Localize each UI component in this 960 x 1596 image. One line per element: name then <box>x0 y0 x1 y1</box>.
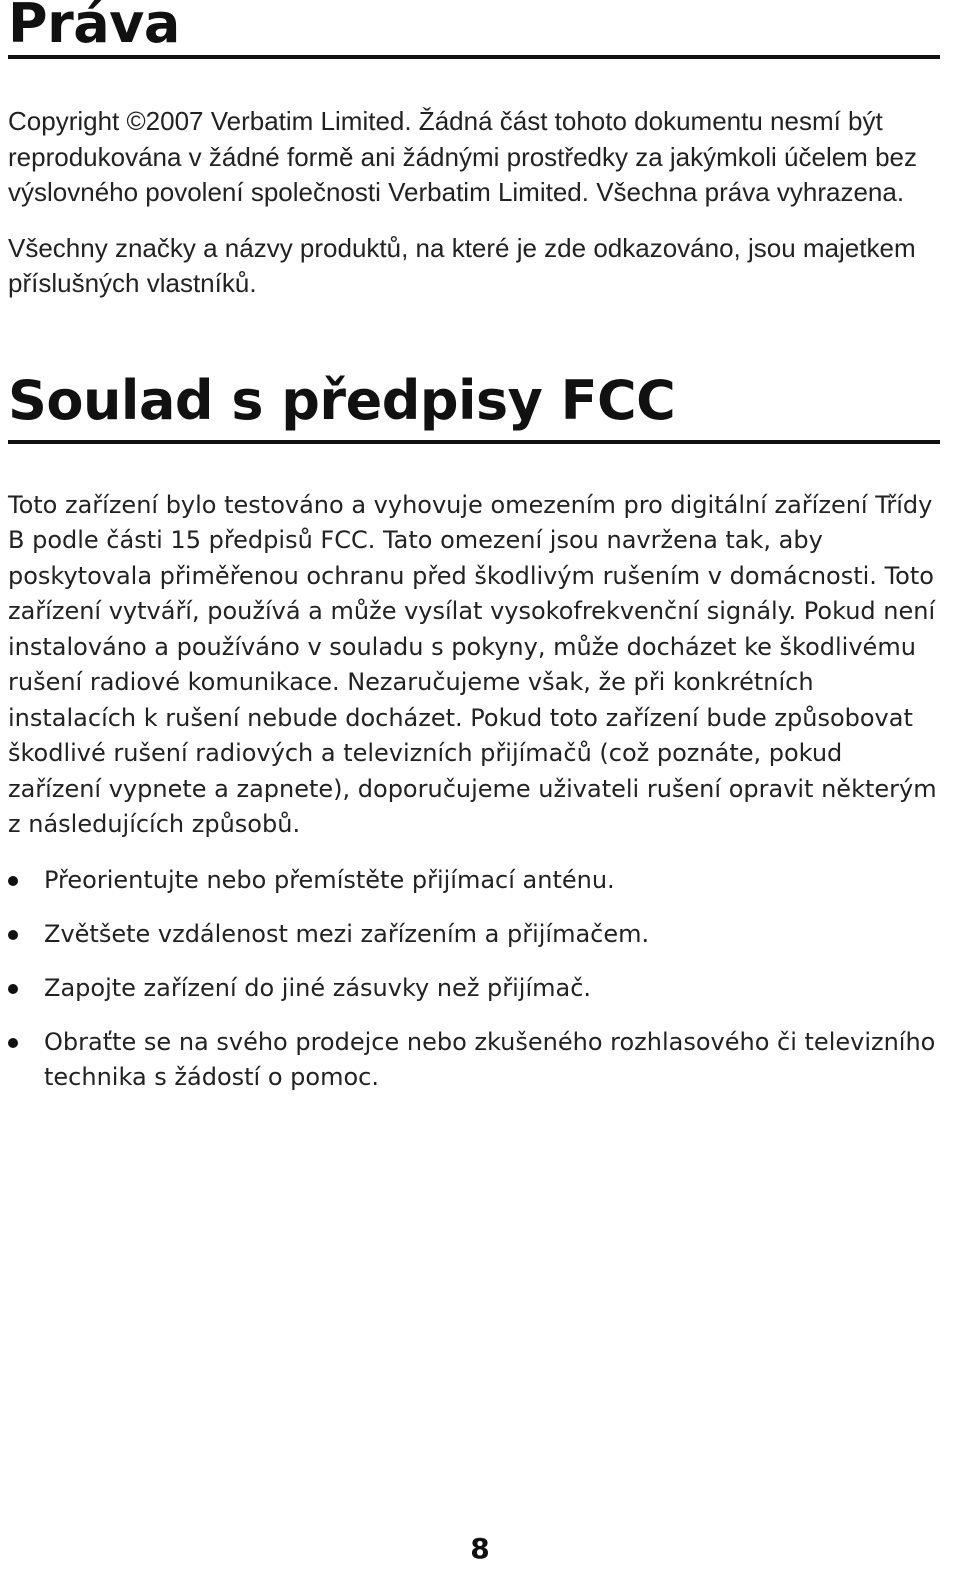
fcc-paragraph: Toto zařízení bylo testováno a vyhovuje omezením pro digitální zařízení Třídy B podle části 15 předpisů FCC. Tato omezení jsou navržena tak, aby poskytovala přiměřenou ochranu před škodlivým rušením v domácnosti. Toto zařízení vytváří, používá a může vysílat vysokofrekvenční signály. Pokud není instalováno a používáno v souladu s pokyny, může docházet ke škodlivému rušení radiové komunikace. Nezaručujeme však, že při konkrétních instalacích k rušení nebude docházet. Pokud toto zařízení bude způsobovat škodlivé rušení radiových a televizních přijímačů (což poznáte, pokud zařízení vypnete a zapnete), doporučujeme uživateli rušení opravit některým z následujících způsobů. <box>8 490 937 838</box>
list-item-text: Zapojte zařízení do jiné zásuvky než přijímač. <box>44 973 592 1002</box>
list-item <box>8 971 940 1006</box>
bullet-icon <box>8 876 18 886</box>
bullet-icon <box>8 984 18 994</box>
fcc-title: Soulad s předpisy FCC <box>8 368 676 432</box>
fcc-title-rule <box>8 440 940 444</box>
list-item-text: Zvětšete vzdálenost mezi zařízením a přijímačem. <box>44 919 650 948</box>
list-item-text: Přeorientujte nebo přemístěte přijímací anténu. <box>44 865 615 894</box>
list-item <box>8 863 940 898</box>
list-item-text: Obraťte se na svého prodejce nebo zkušeného rozhlasového či televizního technika s žádostí o pomoc. <box>44 1027 936 1091</box>
list-item <box>8 1025 940 1095</box>
page-number: 8 <box>470 1532 490 1565</box>
trademark-paragraph: Všechny značky a názvy produktů, na které je zde odkazováno, jsou majetkem příslušných vlastníků. <box>8 232 916 298</box>
copyright-paragraph: Copyright ©2007 Verbatim Limited. Žádná část tohoto dokumentu nesmí být reprodukována v žádné formě ani žádnými prostředky za jakýmkoli účelem bez výslovného povolení společnosti Verbatim Limited. Všechna práva vyhrazena. <box>8 106 917 207</box>
fcc-remedy-list <box>8 863 940 1095</box>
document-page <box>8 0 940 1114</box>
bullet-icon <box>8 1038 18 1048</box>
rights-title: Práva <box>8 0 180 55</box>
bullet-icon <box>8 930 18 940</box>
list-item <box>8 917 940 952</box>
